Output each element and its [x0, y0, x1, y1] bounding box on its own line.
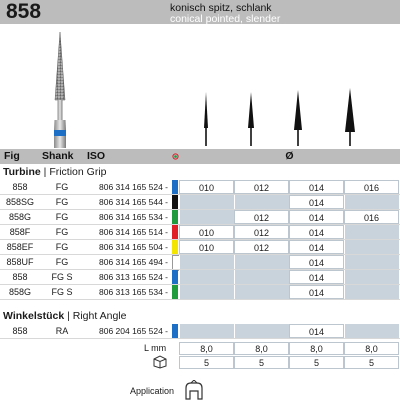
diameter-cell — [179, 324, 234, 338]
diameter-cell: 016 — [344, 180, 399, 194]
diameter-cell: 014 — [289, 180, 344, 194]
color-ring-icon — [172, 149, 179, 164]
shank-cell: RA — [40, 324, 84, 338]
diameter-cell — [179, 255, 234, 269]
table-row — [0, 255, 400, 269]
section-subtitle: Friction Grip — [49, 166, 107, 178]
shank-cell: FG S — [40, 270, 84, 284]
length-value: 8,0 — [234, 342, 289, 355]
iso-cell: 806 314 165 534 - — [84, 210, 172, 224]
color-code-marker — [172, 324, 178, 338]
color-code-marker — [172, 285, 178, 299]
description-german: konisch spitz, schlank — [170, 2, 272, 14]
diameter-cell: 014 — [289, 285, 344, 299]
diameter-cell — [234, 255, 289, 269]
color-code-marker — [172, 270, 178, 284]
fig-cell: 858UF — [0, 255, 40, 269]
fig-cell: 858G — [0, 285, 40, 299]
diameter-cell: 014 — [289, 255, 344, 269]
shank-cell: FG — [40, 210, 84, 224]
iso-cell: 806 314 165 494 - — [84, 255, 172, 269]
bur-silhouette-icon — [345, 88, 355, 146]
product-number: 858 — [0, 0, 164, 24]
iso-cell: 806 313 165 534 - — [84, 285, 172, 299]
diameter-cell — [234, 195, 289, 209]
table-row — [0, 270, 400, 284]
color-code-marker — [172, 240, 178, 254]
color-code-marker — [172, 210, 178, 224]
diameter-cell: 014 — [289, 240, 344, 254]
diameter-cell: 010 — [179, 240, 234, 254]
diameter-cell — [234, 324, 289, 338]
iso-cell: 806 313 165 524 - — [84, 270, 172, 284]
column-shank: Shank — [40, 149, 84, 164]
shank-cell: FG — [40, 195, 84, 209]
section-title: Winkelstück — [3, 310, 65, 322]
diameter-cell: 010 — [179, 180, 234, 194]
diameter-cell: 012 — [234, 240, 289, 254]
section-subtitle: Right Angle — [72, 310, 127, 322]
diameter-cell: 014 — [289, 225, 344, 239]
diameter-cell — [344, 195, 399, 209]
bur-silhouettes — [180, 88, 370, 150]
fig-cell: 858G — [0, 210, 40, 224]
fig-cell: 858 — [0, 324, 40, 338]
row-divider — [0, 299, 400, 300]
row-divider — [0, 338, 400, 339]
diameter-cell — [179, 210, 234, 224]
length-value: 8,0 — [344, 342, 399, 355]
bur-silhouette-icon — [248, 92, 254, 146]
fig-cell: 858 — [0, 270, 40, 284]
section-title: Turbine — [3, 166, 41, 178]
diameter-cell — [179, 285, 234, 299]
iso-cell: 806 314 165 524 - — [84, 180, 172, 194]
diameter-cell: 010 — [179, 225, 234, 239]
diameter-cell: 014 — [289, 210, 344, 224]
table-row — [0, 225, 400, 239]
diameter-cell — [344, 255, 399, 269]
iso-cell: 806 314 165 544 - — [84, 195, 172, 209]
shank-cell: FG S — [40, 285, 84, 299]
iso-cell: 806 204 165 524 - — [84, 324, 172, 338]
color-code-marker — [172, 195, 178, 209]
diameter-cell: 016 — [344, 210, 399, 224]
pack-quantity: 5 — [289, 356, 344, 369]
diameter-cell — [344, 225, 399, 239]
application-label: Application — [130, 386, 175, 396]
pack-quantity: 5 — [344, 356, 399, 369]
fig-cell: 858EF — [0, 240, 40, 254]
length-label: L mm — [144, 343, 167, 353]
diameter-cell — [344, 285, 399, 299]
diameter-cell: 012 — [234, 210, 289, 224]
color-code-header — [172, 149, 179, 164]
iso-cell: 806 314 165 504 - — [84, 240, 172, 254]
fig-cell: 858 — [0, 180, 40, 194]
shank-cell: FG — [40, 225, 84, 239]
bur-silhouette-icon — [204, 92, 208, 146]
diameter-cell — [344, 324, 399, 338]
color-code-marker — [172, 180, 178, 194]
length-value: 8,0 — [179, 342, 234, 355]
diameter-cell: 012 — [234, 225, 289, 239]
table-row — [0, 285, 400, 299]
pack-quantity: 5 — [179, 356, 234, 369]
table-row — [0, 324, 400, 338]
diameter-cell: 012 — [234, 180, 289, 194]
color-code-marker — [172, 225, 178, 239]
diameter-cell: 014 — [289, 324, 344, 338]
diamond-bur-icon — [40, 30, 80, 148]
shank-cell: FG — [40, 180, 84, 194]
table-row — [0, 180, 400, 194]
diameter-cell — [234, 285, 289, 299]
shank-cell: FG — [40, 240, 84, 254]
section-right-angle: Winkelstück | Right Angle — [0, 309, 400, 323]
diameter-cell: 014 — [289, 270, 344, 284]
diameter-cell: 014 — [289, 195, 344, 209]
shank-cell: FG — [40, 255, 84, 269]
length-value: 8,0 — [289, 342, 344, 355]
column-fig: Fig — [0, 149, 40, 164]
diameter-cell — [179, 195, 234, 209]
fig-cell: 858SG — [0, 195, 40, 209]
section-turbine: Turbine | Friction Grip — [0, 165, 400, 179]
fig-cell: 858F — [0, 225, 40, 239]
iso-cell: 806 314 165 514 - — [84, 225, 172, 239]
description-english: conical pointed, slender — [170, 13, 281, 25]
package-icon — [152, 355, 168, 369]
column-diameter: Ø — [179, 149, 400, 164]
table-row — [0, 210, 400, 224]
pack-quantity: 5 — [234, 356, 289, 369]
table-row — [0, 240, 400, 254]
column-iso: ISO — [84, 149, 172, 164]
bur-silhouette-icon — [294, 90, 302, 146]
diameter-cell — [344, 240, 399, 254]
tooth-preparation-icon — [183, 380, 205, 400]
diameter-cell — [234, 270, 289, 284]
diameter-cell — [179, 270, 234, 284]
diameter-cell — [344, 270, 399, 284]
table-row — [0, 195, 400, 209]
